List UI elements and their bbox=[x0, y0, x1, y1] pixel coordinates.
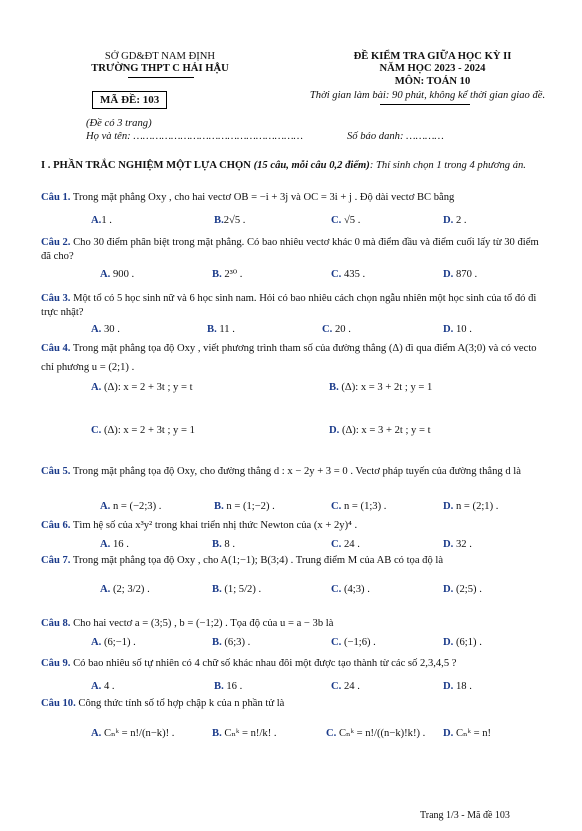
q7-option-a[interactable]: A. (2; 3/2) . bbox=[100, 584, 150, 595]
sbd-line: Số báo danh: ………… bbox=[347, 131, 444, 142]
q9-option-c[interactable]: C. 24 . bbox=[331, 681, 360, 692]
q10-option-c[interactable]: C. Cₙᵏ = n!/((n−k)!k!) . bbox=[326, 728, 426, 739]
q4-option-c[interactable]: C. (Δ): x = 2 + 3t ; y = 1 bbox=[91, 425, 195, 436]
school-name: TRƯỜNG THPT C HẢI HẬU bbox=[91, 63, 229, 74]
question-9: Câu 9. Có bao nhiêu số tự nhiên có 4 chữ số khác nhau đôi một được tạo thành từ các số 2,3,4,5 ? bbox=[41, 658, 457, 669]
question-1: Câu 1. Trong mặt phẳng Oxy , cho hai vectơ OB = −i + 3j và OC = 3i + j . Độ dài vectơ BC bằng bbox=[41, 192, 455, 203]
exam-code-box: MÃ ĐỀ: 103 bbox=[92, 91, 167, 109]
q5-option-d[interactable]: D. n = (2;1) . bbox=[443, 501, 499, 512]
q10-option-a[interactable]: A. Cₙᵏ = n!/(n−k)! . bbox=[91, 728, 175, 739]
q10-option-d[interactable]: D. Cₙᵏ = n! bbox=[443, 728, 492, 739]
subject: MÔN: TOÁN 10 bbox=[394, 76, 471, 87]
q1-option-c[interactable]: C. √5 . bbox=[331, 215, 361, 226]
pages-note: (Đề có 3 trang) bbox=[86, 118, 152, 129]
q9-option-d[interactable]: D. 18 . bbox=[443, 681, 472, 692]
q2-option-a[interactable]: A. 900 . bbox=[100, 269, 135, 280]
q2-option-c[interactable]: C. 435 . bbox=[331, 269, 366, 280]
question-4: Câu 4. Trong mặt phẳng tọa độ Oxy , viết phương trình tham số của đường thẳng (Δ) đi qua điểm A(3;0) và có vecto chỉ phương u = (2;1) . bbox=[41, 343, 537, 373]
q6-option-c[interactable]: C. 24 . bbox=[331, 539, 360, 550]
department-name: SỞ GD&ĐT NAM ĐỊNH bbox=[104, 51, 216, 62]
q8-option-d[interactable]: D. (6;1) . bbox=[443, 637, 482, 648]
q1-option-d[interactable]: D. 2 . bbox=[443, 215, 467, 226]
q9-option-a[interactable]: A. 4 . bbox=[91, 681, 115, 692]
school-year: NĂM HỌC 2023 - 2024 bbox=[379, 63, 486, 74]
question-6: Câu 6. Tìm hệ số của x³y² trong khai triển nhị thức Newton của (x + 2y)⁴ . bbox=[41, 520, 358, 531]
q7-option-c[interactable]: C. (4;3) . bbox=[331, 584, 370, 595]
time-note: Thời gian làm bài: 90 phút, không kể thời gian giao đề. bbox=[309, 90, 546, 101]
q4-option-b[interactable]: B. (Δ): x = 3 + 2t ; y = 1 bbox=[329, 382, 433, 393]
q8-option-b[interactable]: B. (6;3) . bbox=[212, 637, 251, 648]
exam-title: ĐỀ KIỂM TRA GIỮA HỌC KỲ II bbox=[353, 51, 512, 62]
q6-option-d[interactable]: D. 32 . bbox=[443, 539, 472, 550]
question-3: Câu 3. Một tổ có 5 học sinh nữ và 6 học sinh nam. Hỏi có bao nhiêu cách chọn ngẫu nhiên một học sinh của tổ đó đi trực nhật? bbox=[41, 293, 537, 318]
q3-option-c[interactable]: C. 20 . bbox=[322, 324, 351, 335]
q7-option-d[interactable]: D. (2;5) . bbox=[443, 584, 482, 595]
q4-option-d[interactable]: D. (Δ): x = 3 + 2t ; y = t bbox=[329, 425, 431, 436]
question-10: Câu 10. Công thức tính số tổ hợp chập k của n phần tử là bbox=[41, 698, 285, 709]
q3-option-b[interactable]: B. 11 . bbox=[207, 324, 235, 335]
q6-option-b[interactable]: B. 8 . bbox=[212, 539, 235, 550]
q2-option-b[interactable]: B. 2³⁰ . bbox=[212, 269, 243, 280]
question-8: Câu 8. Cho hai vectơ a = (3;5) , b = (−1;2) . Tọa độ của u = a − 3b là bbox=[41, 618, 334, 629]
q8-option-c[interactable]: C. (−1;6) . bbox=[331, 637, 376, 648]
q6-option-a[interactable]: A. 16 . bbox=[100, 539, 129, 550]
name-line: Họ và tên: ……………………………………………… bbox=[86, 131, 303, 142]
q3-option-a[interactable]: A. 30 . bbox=[91, 324, 120, 335]
q9-option-b[interactable]: B. 16 . bbox=[214, 681, 243, 692]
question-7: Câu 7. Trong mặt phẳng tọa độ Oxy , cho A(1;−1); B(3;4) . Trung điểm M của AB có tọa độ là bbox=[41, 555, 444, 566]
q5-option-b[interactable]: B. n = (1;−2) . bbox=[214, 501, 275, 512]
q10-option-b[interactable]: B. Cₙᵏ = n!/k! . bbox=[212, 728, 277, 739]
question-5: Câu 5. Trong mặt phẳng tọa độ Oxy, cho đường thẳng d : x − 2y + 3 = 0 . Vectơ pháp tuyến của đường thẳng d là bbox=[41, 466, 521, 477]
time-underline bbox=[380, 104, 470, 105]
q3-option-d[interactable]: D. 10 . bbox=[443, 324, 472, 335]
school-underline bbox=[128, 77, 194, 78]
q5-option-c[interactable]: C. n = (1;3) . bbox=[331, 501, 387, 512]
q7-option-b[interactable]: B. (1; 5/2) . bbox=[212, 584, 262, 595]
section-title: I . PHẦN TRẮC NGHIỆM MỘT LỰA CHỌN (15 câu, mỗi câu 0,2 điểm): Thí sinh chọn 1 trong 4 phương án. bbox=[41, 160, 526, 171]
q5-option-a[interactable]: A. n = (−2;3) . bbox=[100, 501, 162, 512]
q1-option-b[interactable]: B.2√5 . bbox=[214, 215, 246, 226]
q1-option-a[interactable]: A.1 . bbox=[91, 215, 112, 226]
question-2: Câu 2. Cho 30 điểm phân biệt trong mặt phẳng. Có bao nhiêu vectơ khác 0 mà điểm đầu và điểm cuối lấy từ 30 điểm đã cho? bbox=[41, 237, 539, 262]
q2-option-d[interactable]: D. 870 . bbox=[443, 269, 478, 280]
q8-option-a[interactable]: A. (6;−1) . bbox=[91, 637, 136, 648]
page-footer: Trang 1/3 - Mã đề 103 bbox=[420, 810, 510, 821]
q4-option-a[interactable]: A. (Δ): x = 2 + 3t ; y = t bbox=[91, 382, 193, 393]
